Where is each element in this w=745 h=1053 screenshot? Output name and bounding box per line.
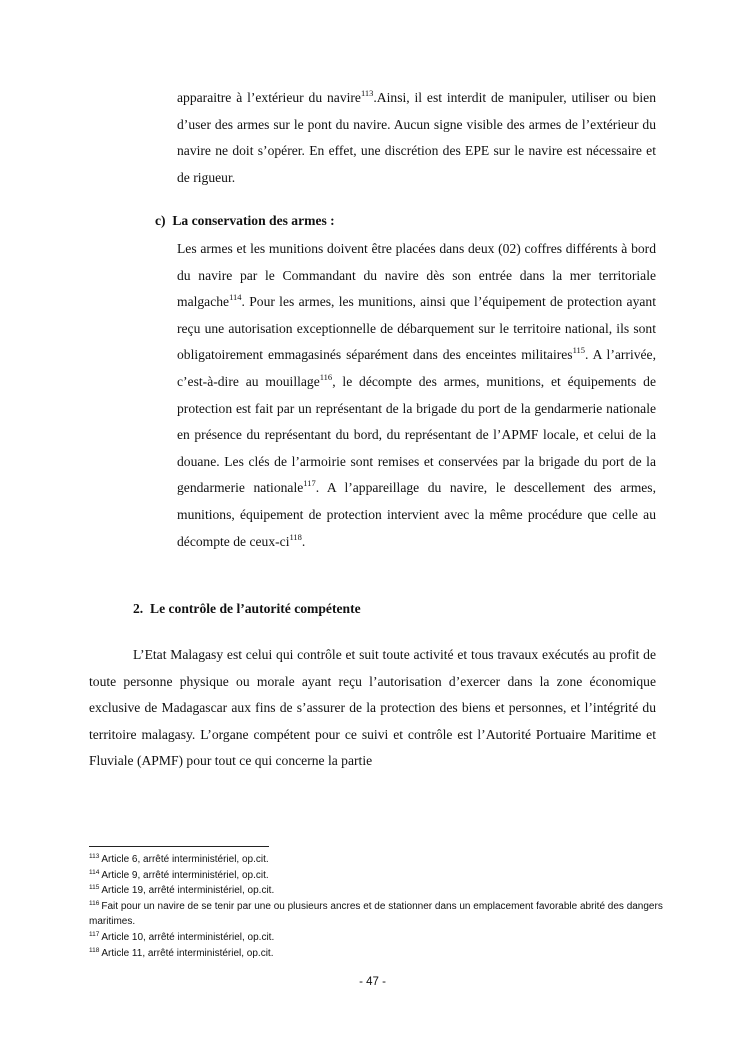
footnote-text: Article 10, arrêté interministériel, op.cit. [101,931,275,943]
text-run: apparaitre à l’extérieur du navire [177,90,361,105]
footnotes-list [89,852,669,961]
footnote-number: 116 [89,899,100,907]
text-run: . A l’arrivée, c’est-à-dire au mouillage [177,347,656,389]
text-run: .Ainsi, il est interdit de manipuler, utiliser ou bien d’user des armes sur le pont du navire. Aucun signe visible des armes de l’extérieur du navire ne doit s’opérer. En effet, une discrétion des EPE sur le navire est nécessaire et de rigueur. [177,90,656,185]
footnote-ref[interactable]: 115 [572,345,586,356]
paragraph-continuation [177,85,656,191]
page-number: - 47 - [359,976,386,988]
footnote-ref[interactable]: 113 [360,88,374,98]
text-run: L’Etat Malagasy est celui qui contrôle et suit toute activité et tous travaux exécutés au profit de toute personne physique ou morale ayant reçu l’autorisation d’exercer dans la zone économique exclusive de Madagascar aux fins de s’assurer de la protection des biens et personnes, et l’intégrité du territoire malagasy. L’organe compétent pour ce suivi et contrôle est l’Autorité Portuaire Maritime et Fluviale (APMF) pour tout ce qui concerne la partie [89,647,656,769]
footnote-number: 117 [89,930,100,938]
footnote-number: 114 [89,868,100,876]
footnote-item [89,946,669,962]
text-run: . A l’appareillage du navire, le descellement des armes, munitions, équipement de protection intervient avec la même procédure que celle au décompte de ceux-ci [177,480,656,549]
footnote-text: Article 19, arrêté interministériel, op.cit. [101,885,275,897]
subsection-heading-c [155,213,335,229]
text-run: , le décompte des armes, munitions, et équipements de protection est fait par un représentant de la brigade du port de la gendarmerie nationale en présence du représentant du bord, du représentant de l’APMF locale, et celui de la douane. Les clés de l’armoirie sont remises et conservées par la brigade du port de la gendarmerie nationale [177,373,657,496]
footnote-text: Article 11, arrêté interministériel, op.cit. [101,947,274,959]
list-marker: 2. [133,601,144,616]
footnote-item [89,868,669,884]
footnote-ref[interactable]: 116 [319,371,333,382]
text-run: . Pour les armes, les munitions, ainsi que l’équipement de protection ayant reçu une autorisation exceptionnelle de débarquement sur le territoire national, ils sont obligatoirement emmagasinés séparément dans des enceintes militaires [177,294,656,363]
heading-title: Le contrôle de l’autorité compétente [150,601,361,616]
footnote-number: 113 [89,853,100,860]
section-heading-2 [133,601,361,617]
footnote-number: 115 [89,884,100,892]
footnote-ref[interactable]: 117 [303,478,316,489]
footnote-item [89,899,669,930]
heading-title: La conservation des armes : [172,213,335,228]
footnote-ref[interactable]: 114 [229,292,242,303]
footnote-item [89,852,669,868]
paragraph-authority [89,642,656,775]
paragraph-conservation [177,236,656,555]
list-marker: c) [155,213,166,228]
footnote-text: Fait pour un navire de se tenir par une ou plusieurs ancres et de stationner dans un emplacement favorable abrité des dangers maritimes. [89,900,663,928]
text-run: Les armes et les munitions doivent être placées dans deux (02) coffres différents à bord du navire par le Commandant du navire dès son entrée dans la mer territoriale malgache [177,241,656,310]
footnote-ref[interactable]: 118 [289,531,302,542]
footnote-text: Article 9, arrêté interministériel, op.cit. [101,869,269,881]
footnote-text: Article 6, arrêté interministériel, op.cit. [101,854,269,865]
footnote-item [89,883,669,899]
footnote-item [89,930,669,946]
footnote-number: 118 [89,946,100,954]
text-run: . [301,533,306,549]
footnote-separator [89,846,269,847]
